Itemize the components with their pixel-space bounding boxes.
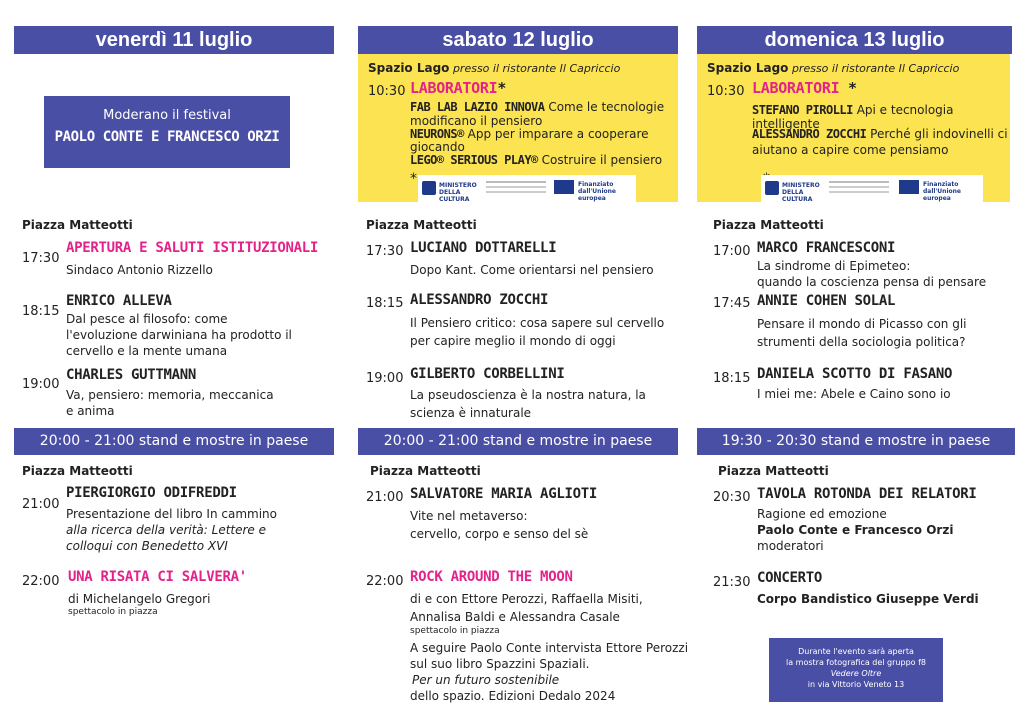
event-time: 18:15: [22, 304, 60, 319]
funding-logos: [418, 175, 636, 205]
asterisk: *: [410, 171, 417, 187]
event-desc: Pensare il mondo di Picasso con gli strumenti della sociologia politica?: [757, 317, 967, 349]
lab-item: NEURONS® App per imparare a cooperare: [410, 127, 649, 141]
divider-line: [829, 191, 889, 193]
event-note: spettacolo in piazza: [410, 626, 500, 636]
exhibition-note: Durante l'evento sarà aperta la mostra fotografica del gruppo f8 Vedere Oltre in via Vittorio Veneto 13: [769, 638, 943, 702]
stand-bar-saturday: 20:00 - 21:00 stand e mostre in paese: [358, 428, 678, 455]
event-desc: Corpo Bandistico Giuseppe Verdi: [757, 592, 979, 606]
event-time: 22:00: [22, 574, 60, 589]
event-speaker: CHARLES GUTTMANN: [66, 367, 197, 383]
event-desc: Presentazione del libro In cammino alla ricerca della verità: Lettere e colloqui con Benedetto XVI: [66, 507, 277, 553]
event-speaker: CONCERTO: [757, 570, 823, 586]
event-time: 22:00: [366, 574, 404, 589]
event-time: 21:30: [713, 575, 751, 590]
venue-label: Piazza Matteotti: [370, 464, 481, 478]
event-speaker: GILBERTO CORBELLINI: [410, 366, 565, 382]
stand-bar-sunday: 19:30 - 20:30 stand e mostre in paese: [697, 428, 1015, 455]
divider-line: [486, 181, 546, 183]
event-time: 19:00: [22, 377, 60, 392]
moderators-box: [44, 96, 290, 168]
divider-line: [829, 181, 889, 183]
event-desc: Ragione ed emozione Paolo Conte e Francesco Orzi moderatori: [757, 507, 954, 553]
venue-label: Piazza Matteotti: [718, 464, 829, 478]
event-time: 17:30: [22, 251, 60, 266]
event-speaker: ANNIE COHEN SOLAL: [757, 293, 896, 309]
event-speaker: TAVOLA ROTONDA DEI RELATORI: [757, 486, 977, 502]
moderators-intro: Moderano il festival: [103, 108, 231, 123]
event-desc: Dopo Kant. Come orientarsi nel pensiero: [410, 263, 654, 277]
event-desc: di Michelangelo Gregori: [68, 592, 211, 606]
event-speaker: DANIELA SCOTTO DI FASANO: [757, 366, 953, 382]
event-time: 20:30: [713, 490, 751, 505]
event-time: 17:00: [713, 244, 751, 259]
spazio-lago-saturday: [358, 54, 678, 202]
lab-item: STEFANO PIROLLI Api e tecnologia intelligente: [752, 103, 954, 131]
lab-item-cont: modificano il pensiero: [410, 114, 543, 128]
lab-time: 10:30: [707, 84, 745, 99]
eu-flag-icon: [554, 180, 574, 194]
ministero-text: MINISTERO DELLA CULTURA: [782, 182, 820, 203]
divider-line: [486, 186, 546, 188]
venue-label: Piazza Matteotti: [366, 218, 477, 232]
event-desc: Va, pensiero: memoria, meccanica e anima: [66, 388, 274, 418]
ministero-logo-icon: [422, 181, 436, 195]
lab-title: LABORATORI *: [752, 79, 857, 97]
divider-line: [829, 186, 889, 188]
event-follow-up: A seguire Paolo Conte intervista Ettore Perozzi sul suo libro Spazzini Spaziali. Per un futuro sostenibile dello spazio. Edizioni Dedalo 2024: [410, 641, 689, 703]
event-desc: Il Pensiero critico: cosa sapere sul cervello per capire meglio il mondo di oggi: [410, 316, 665, 348]
event-desc: I miei me: Abele e Caino sono io: [757, 387, 951, 401]
lab-item: ALESSANDRO ZOCCHI Perché gli indovinelli ci: [752, 127, 1008, 141]
spazio-lago-label: Spazio Lago presso il ristorante Il Capriccio: [368, 61, 621, 75]
lab-item: LEGO® SERIOUS PLAY® Costruire il pensiero: [410, 153, 663, 167]
stand-bar-friday: 20:00 - 21:00 stand e mostre in paese: [14, 428, 334, 455]
event-time: 19:00: [366, 371, 404, 386]
lab-time: 10:30: [368, 84, 406, 99]
event-time: 18:15: [366, 296, 404, 311]
event-time: 17:45: [713, 296, 751, 311]
event-desc: La pseudoscienza è la nostra natura, la scienza è innaturale: [410, 388, 646, 420]
event-time: 17:30: [366, 244, 404, 259]
event-time: 18:15: [713, 371, 751, 386]
ministero-text: MINISTERO DELLA CULTURA: [439, 182, 477, 203]
spazio-lago-sunday: [697, 54, 1010, 202]
venue-label: Piazza Matteotti: [22, 218, 133, 232]
eu-text: Finanziato dall'Unione europea: [923, 181, 961, 202]
event-speaker: UNA RISATA CI SALVERA': [68, 569, 247, 585]
event-time: 21:00: [366, 490, 404, 505]
divider-line: [486, 191, 546, 193]
venue-label: Piazza Matteotti: [22, 464, 133, 478]
event-desc: Vite nel metaverso: cervello, corpo e senso del sè: [410, 509, 589, 541]
event-speaker: ALESSANDRO ZOCCHI: [410, 292, 549, 308]
event-speaker: PIERGIORGIO ODIFREDDI: [66, 485, 237, 501]
day-header-saturday: sabato 12 luglio: [358, 26, 678, 54]
event-time: 21:00: [22, 497, 60, 512]
lab-item-cont: aiutano a capire come pensiamo: [752, 143, 949, 157]
lab-item-cont: giocando: [410, 140, 465, 154]
event-speaker: APERTURA E SALUTI ISTITUZIONALI: [66, 240, 318, 256]
venue-label: Piazza Matteotti: [713, 218, 824, 232]
event-speaker: ENRICO ALLEVA: [66, 293, 172, 309]
ministero-logo-icon: [765, 181, 779, 195]
event-speaker: SALVATORE MARIA AGLIOTI: [410, 486, 597, 502]
event-desc: La sindrome di Epimeteo: quando la coscienza pensa di pensare: [757, 259, 987, 289]
lab-title: LABORATORI*: [410, 79, 507, 97]
event-note: spettacolo in piazza: [68, 607, 158, 617]
eu-text: Finanziato dall'Unione europea: [578, 181, 616, 202]
moderators-names: PAOLO CONTE E FRANCESCO ORZI: [54, 129, 280, 145]
event-desc: di e con Ettore Perozzi, Raffaella Misiti, Annalisa Baldi e Alessandra Casale: [410, 592, 643, 624]
eu-flag-icon: [899, 180, 919, 194]
event-speaker: MARCO FRANCESCONI: [757, 240, 896, 256]
day-header-friday: venerdì 11 luglio: [14, 26, 334, 54]
spazio-lago-label: Spazio Lago presso il ristorante Il Capriccio: [707, 61, 960, 75]
event-speaker: LUCIANO DOTTARELLI: [410, 240, 557, 256]
day-header-sunday: domenica 13 luglio: [697, 26, 1012, 54]
lab-item: FAB LAB LAZIO INNOVA Come le tecnologie: [410, 100, 665, 114]
event-desc: Dal pesce al filosofo: come l'evoluzione darwiniana ha prodotto il cervello e la mente umana: [66, 312, 292, 358]
event-speaker: ROCK AROUND THE MOON: [410, 569, 573, 585]
funding-logos: [761, 175, 983, 205]
event-desc: Sindaco Antonio Rizzello: [66, 263, 213, 277]
